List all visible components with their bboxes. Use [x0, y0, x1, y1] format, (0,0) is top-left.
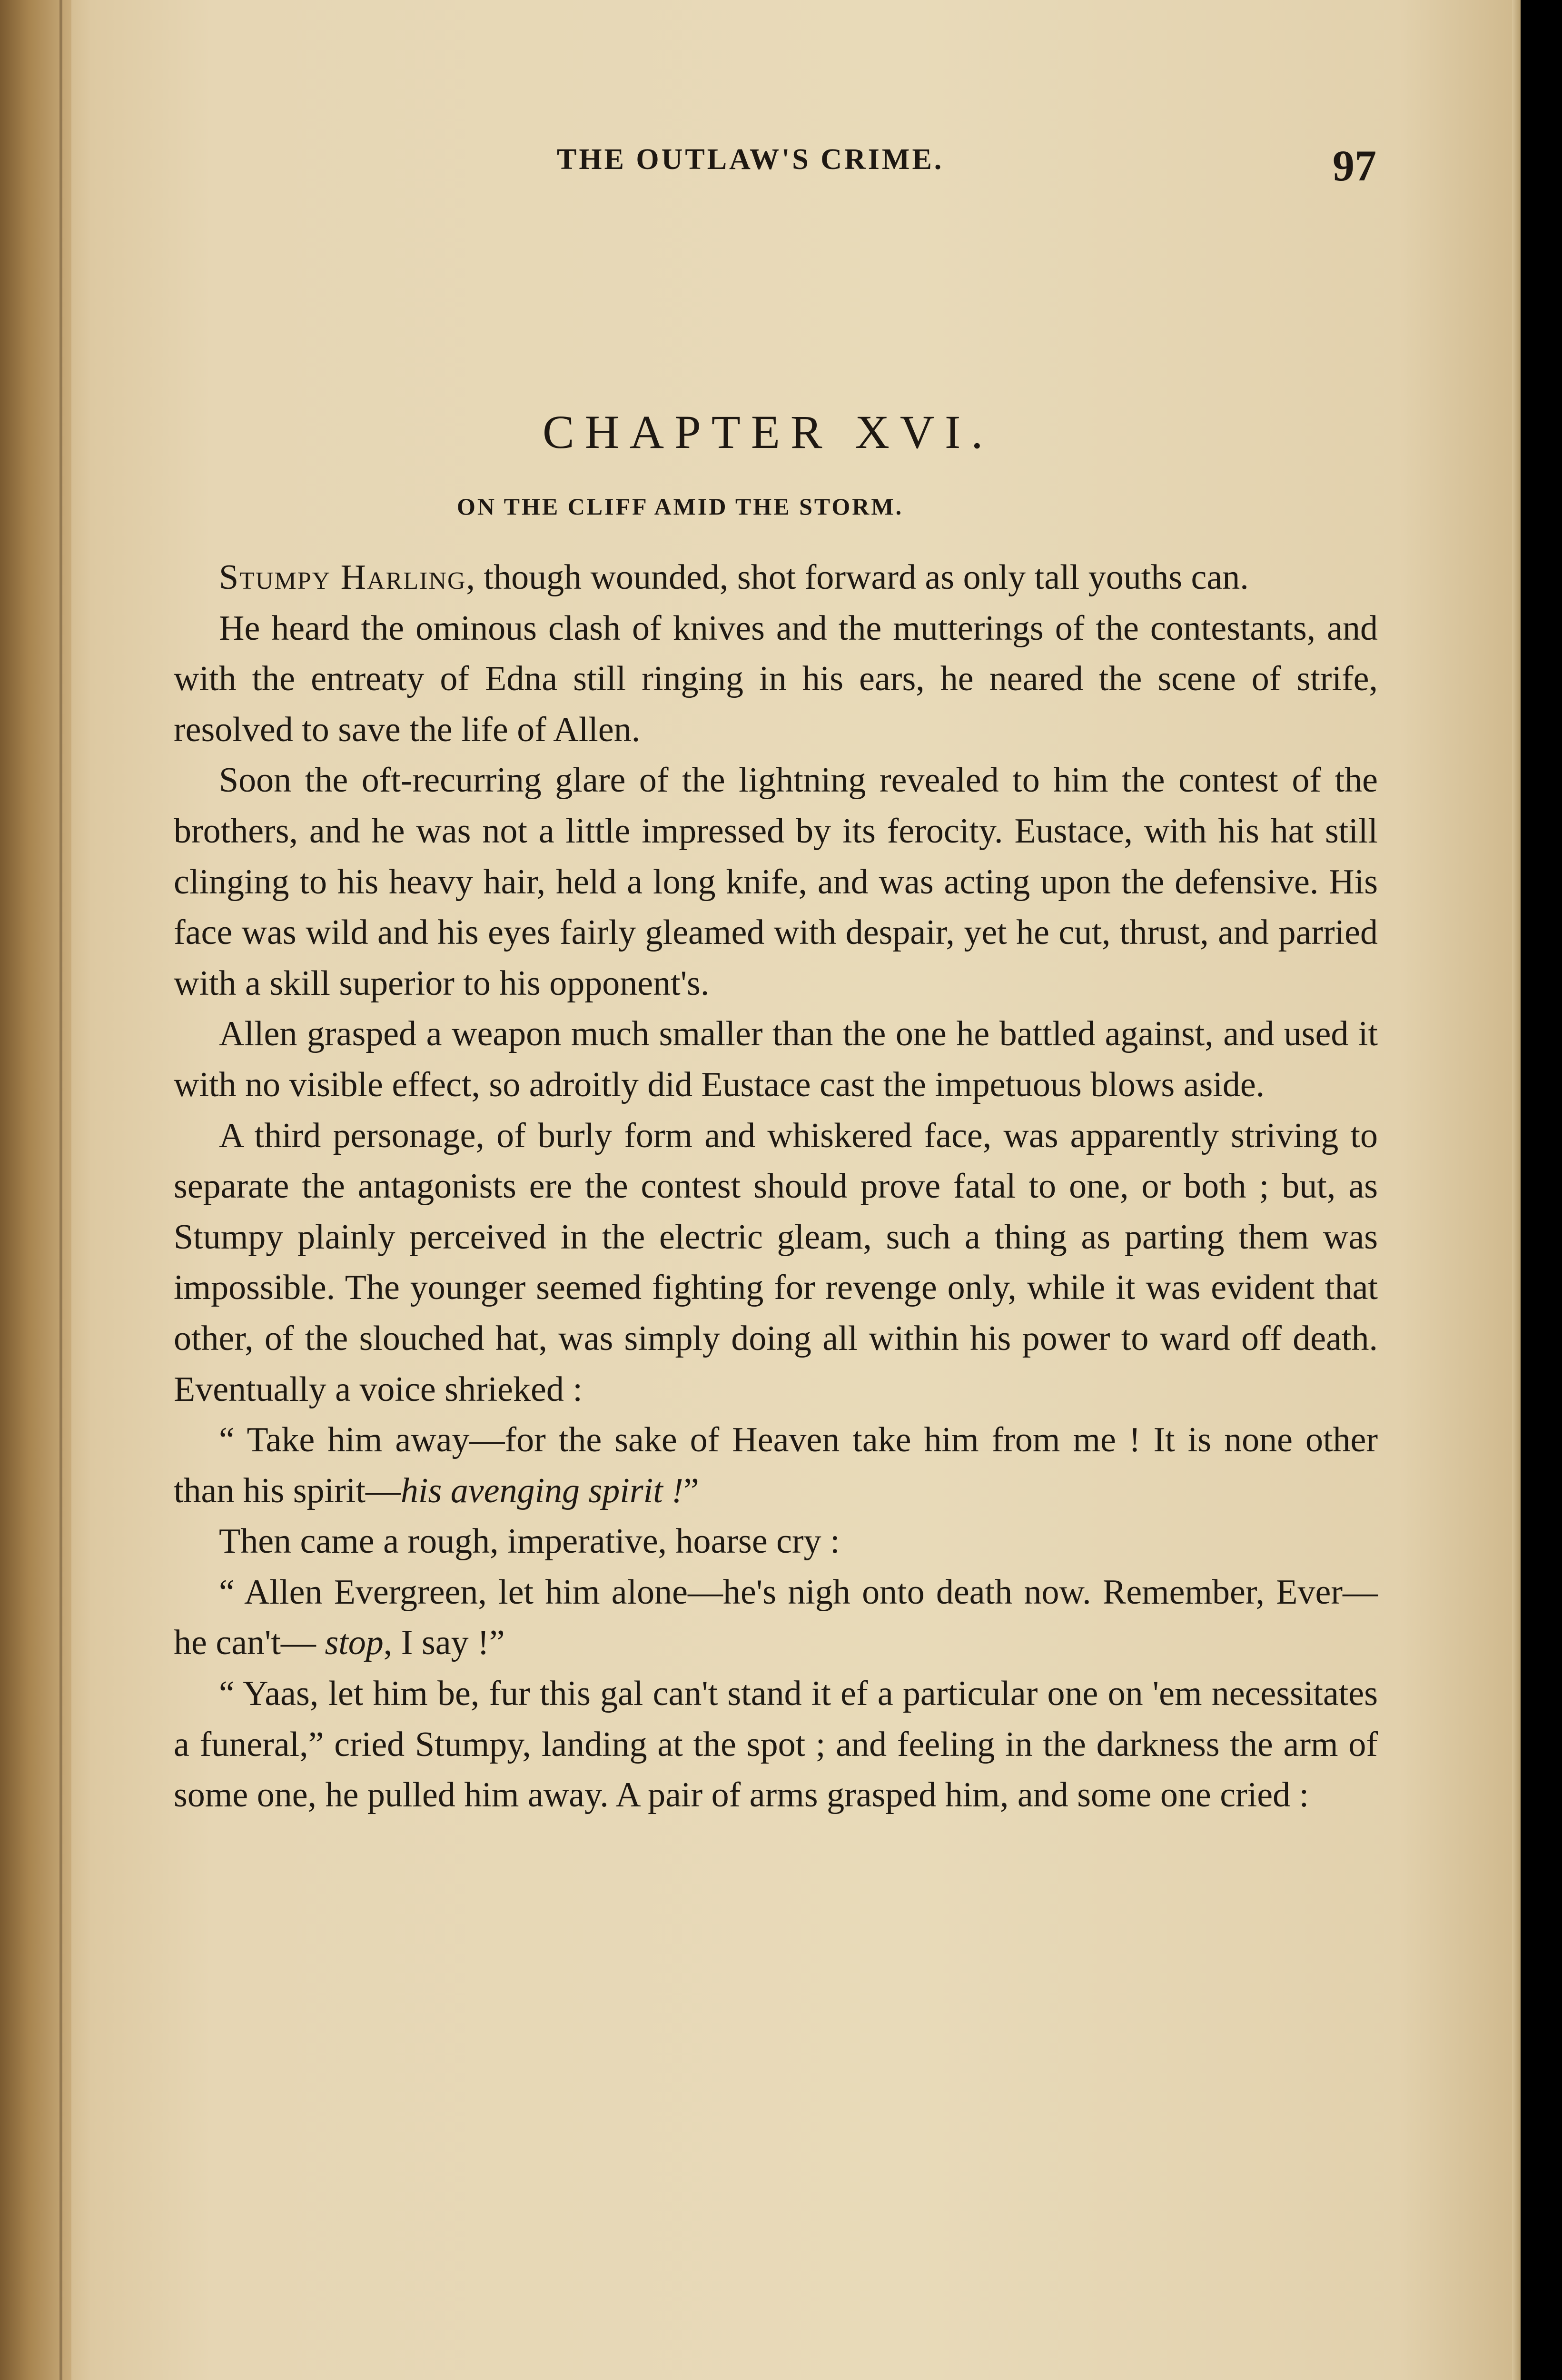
page-number: 97	[1333, 141, 1376, 190]
running-head: THE OUTLAW'S CRIME.	[557, 143, 944, 176]
paragraph-text: , I say !”	[383, 1623, 505, 1663]
paragraph: Allen grasped a weapon much smaller than the one he battled against, and used it with no visible effect, so adroitly did Eustace cast the impetuous blows aside.	[174, 1014, 1378, 1104]
italic-text: his avenging spirit !	[400, 1471, 683, 1510]
paragraph: “ Yaas, let him be, fur this gal can't stand it ef a particular one on 'em necessitates a funeral,” cried Stumpy, landing at the spot ; and feeling in the darkness the arm of some one, he pulled him away. A pair of arms grasped him, and some one cried :	[174, 1674, 1378, 1815]
paragraph	[174, 1567, 1378, 1668]
paragraph	[174, 552, 1378, 603]
paragraph: Then came a rough, imperative, hoarse cry :	[219, 1522, 840, 1561]
character-name: Stumpy Harling	[219, 558, 466, 597]
paragraph-text: “ Take him away—for the sake of Heaven take him from me ! It is none other than his spirit—	[174, 1420, 1378, 1510]
body-text	[174, 552, 1378, 1821]
spine-shadow	[59, 0, 62, 2380]
paragraph: Soon the oft-recurring glare of the lightning revealed to him the contest of the brothers, and he was not a little impressed by its ferocity. Eustace, with his hat still clinging to his heavy hair, held a long knife, and was acting upon the defensive. His face was wild and his eyes fairly gleamed with despair, yet he cut, thrust, and parried with a skill superior to his opponent's.	[174, 761, 1378, 1003]
paragraph: A third personage, of burly form and whiskered face, was apparently striving to separate the antagonists ere the contest should prove fatal to one, or both ; but, as Stumpy plainly perceived in the electric gleam, such a thing as parting them was impossible. The younger seemed fighting for revenge only, while it was evident that other, of the slouched hat, was simply doing all within his power to ward off death. Eventually a voice shrieked :	[174, 1116, 1378, 1409]
paragraph-text: “ Allen Evergreen, let him alone—he's nigh onto death now. Remember, Ever— he can't—	[174, 1572, 1378, 1663]
chapter-subtitle: ON THE CLIFF AMID THE STORM.	[457, 493, 904, 520]
paragraph-text: , though wounded, shot forward as only tall youths can.	[466, 558, 1249, 597]
italic-text: stop	[325, 1623, 384, 1663]
paragraph: He heard the ominous clash of knives and the mutterings of the contestants, and with the entreaty of Edna still ringing in his ears, he neared the scene of strife, resolved to save the life of Allen.	[174, 608, 1378, 749]
page-edge	[1512, 0, 1521, 2380]
chapter-title: CHAPTER XVI.	[543, 406, 994, 458]
paragraph	[174, 1415, 1378, 1516]
paragraph-text: ”	[683, 1471, 699, 1510]
